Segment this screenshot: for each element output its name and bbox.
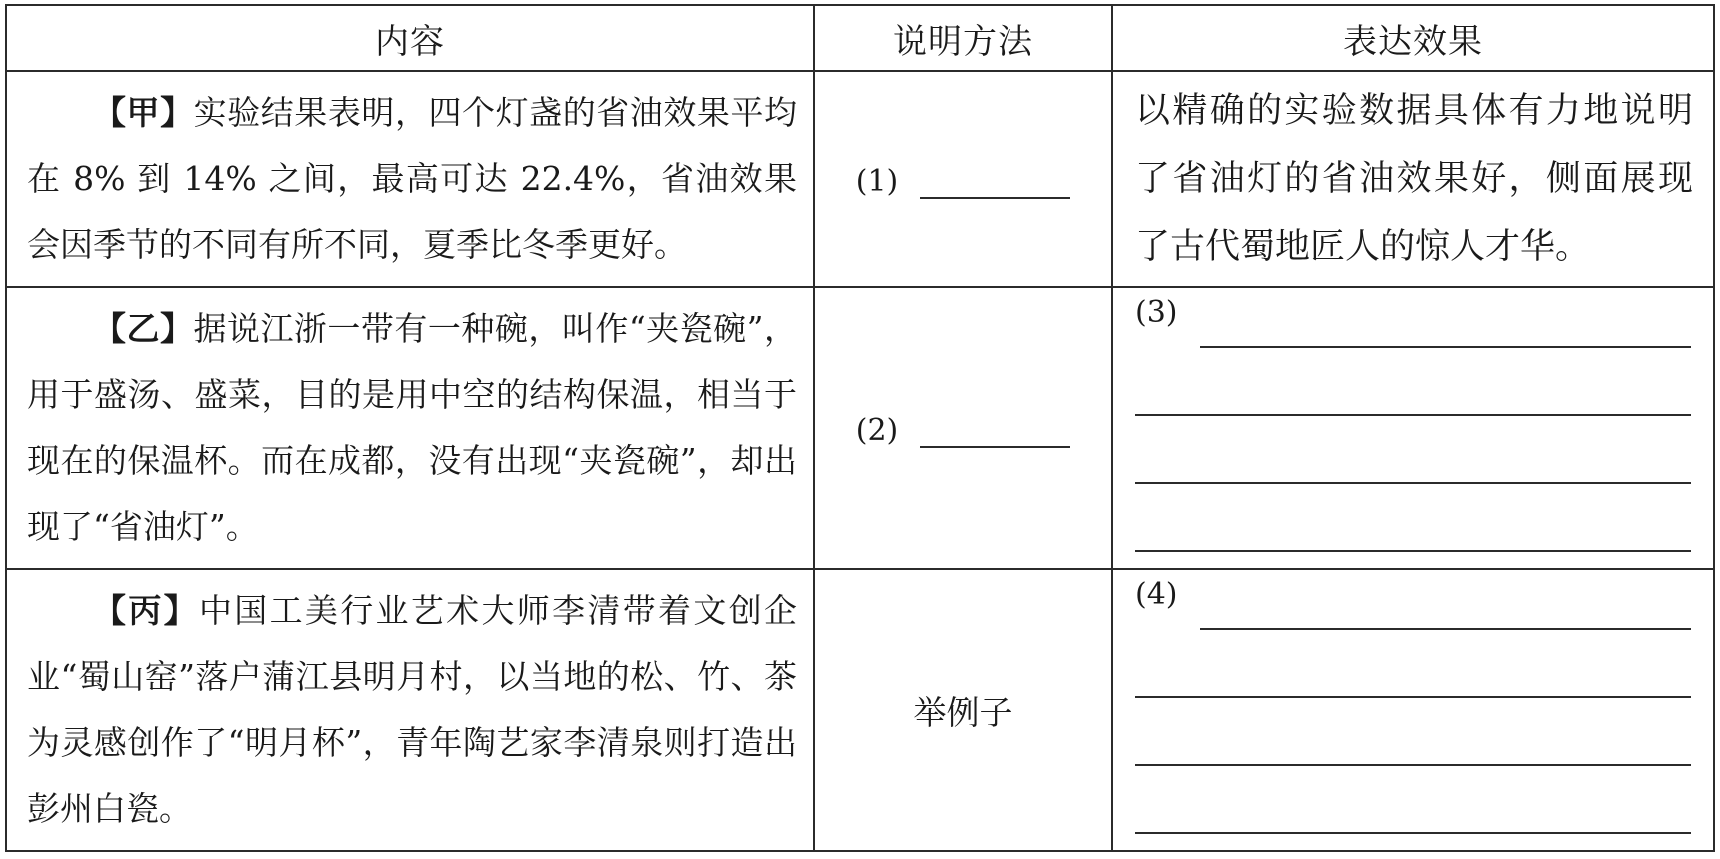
answer-line-3b[interactable] [1135, 348, 1691, 416]
blank-number-4: (4) [1135, 577, 1178, 612]
effect-cell-jia [1112, 71, 1714, 287]
answer-line-4a[interactable] [1200, 592, 1692, 630]
effect-cell-yi [1112, 287, 1714, 569]
answer-blank-2[interactable] [920, 410, 1070, 448]
table-row-jia [6, 71, 1714, 287]
answer-line-4d[interactable] [1135, 766, 1691, 834]
blank-number-1: (1) [855, 163, 899, 199]
content-cell-yi [6, 287, 814, 569]
blank-number-2: (2) [855, 412, 899, 448]
content-cell-jia [6, 71, 814, 287]
blank-number-3: (3) [1135, 295, 1178, 330]
answer-line-3d[interactable] [1135, 484, 1691, 552]
tag-bing: 【丙】 [93, 591, 199, 630]
worksheet [5, 4, 1713, 850]
header-effect: 表达效果 [1112, 5, 1714, 71]
method-cell-bing [814, 569, 1112, 851]
method-text-bing: 举例子 [913, 692, 1013, 732]
content-text-bing: 中国工美行业艺术大师李清带着文创企业“蜀山窑”落户蒲江县明月村，以当地的松、竹、茶为灵感创作了“明月杯”，青年陶艺家李清泉则打造出彭州白瓷。 [27, 591, 798, 828]
table-row-yi [6, 287, 1714, 569]
table-row-bing [6, 569, 1714, 851]
effect-cell-bing [1112, 569, 1714, 851]
header-method: 说明方法 [814, 5, 1112, 71]
effect-text-jia: 以精确的实验数据具体有力地说明了省油灯的省油效果好，侧面展现了古代蜀地匠人的惊人才华。 [1135, 91, 1693, 267]
content-text-jia: 实验结果表明，四个灯盏的省油效果平均在 8% 到 14% 之间，最高可达 22.4%，省油效果会因季节的不同有所不同，夏季比冬季更好。 [27, 93, 798, 264]
header-content: 内容 [6, 5, 814, 71]
header-row [6, 5, 1714, 71]
answer-line-3c[interactable] [1135, 416, 1691, 484]
tag-yi: 【乙】 [93, 309, 194, 348]
content-text-yi: 据说江浙一带有一种碗，叫作“夹瓷碗”，用于盛汤、盛菜，目的是用中空的结构保温，相当于现在的保温杯。而在成都，没有出现“夹瓷碗”，却出现了“省油灯”。 [27, 309, 797, 546]
answer-line-4b[interactable] [1135, 630, 1691, 698]
answer-line-4c[interactable] [1135, 698, 1691, 766]
method-cell-yi [814, 287, 1112, 569]
explanation-table [5, 4, 1715, 852]
method-cell-jia [814, 71, 1112, 287]
answer-blank-1[interactable] [920, 161, 1070, 199]
tag-jia: 【甲】 [93, 93, 194, 132]
answer-line-3a[interactable] [1200, 310, 1692, 348]
content-cell-bing [6, 569, 814, 851]
